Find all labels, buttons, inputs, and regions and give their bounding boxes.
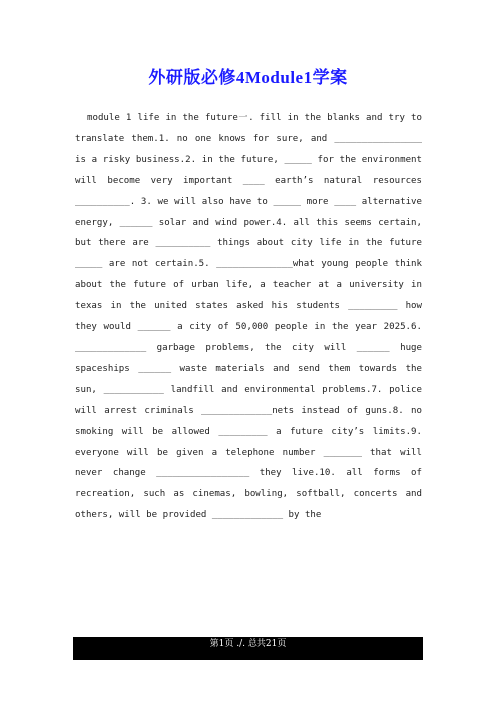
document-body bbox=[75, 108, 422, 526]
page-footer bbox=[73, 637, 423, 660]
document-title: 外研版必修4Module1学案 bbox=[148, 68, 348, 87]
page-number-label: 第1页 ./. 总共21页 bbox=[209, 639, 287, 649]
body-paragraph: module 1 life in the future一. fill in the blanks and try to translate them.1. no one knows for sure, and ________________ is a risky business.2. in the future, _____ for the environment will become very important ____ earth’s natural resources __________. 3. we will also have to _____ more ____ alternative energy, ______ solar and wind power.4. all this seems certain, but there are __________ things about city life in the future _____ are not certain.5. ______________what young people think about the future of urban life, a teacher at a university in texas in the united states asked his students _________ how they would ______ a city of 50,000 people in the year 2025.6. _____________ garbage problems, the city will ______ huge spaceships ______ waste materials and send them towards the sun, ___________ landfill and environmental problems.7. police will arrest criminals _____________nets instead of guns.8. no smoking will be allowed _________ a future city’s limits.9. everyone will be given a telephone number _______ that will never change _________________ they live.10. all forms of recreation, such as cinemas, bowling, softball, concerts and others, will be provided _____________ by the bbox=[75, 113, 422, 521]
